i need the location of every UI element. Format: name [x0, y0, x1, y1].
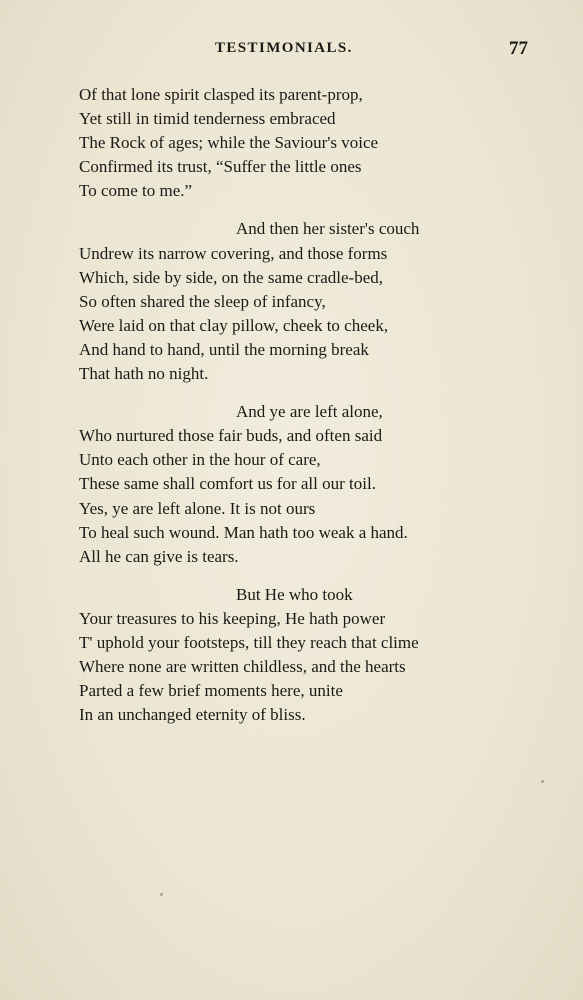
poem-line: Parted a few brief moments here, unite: [79, 681, 343, 701]
poem-line: All he can give is tears.: [79, 546, 239, 566]
poem-line: Which, side by side, on the same cradle-bed,: [79, 267, 384, 287]
paper-speck: [541, 780, 544, 783]
poem-line: And hand to hand, until the morning break: [79, 339, 369, 359]
poem-line: Of that lone spirit clasped its parent-prop,: [79, 85, 363, 104]
poem-line: Were laid on that clay pillow, cheek to cheek,: [79, 315, 389, 335]
poem-line: Unto each other in the hour of care,: [79, 450, 321, 470]
stanza: [79, 583, 549, 728]
poem-line: So often shared the sleep of infancy,: [79, 291, 326, 311]
page-number: 77: [509, 38, 528, 59]
poem-line: To come to me.”: [79, 181, 193, 201]
poem-line: Yes, ye are left alone. It is not ours: [79, 498, 316, 518]
running-head: TESTIMONIALS.: [215, 40, 353, 56]
stanza: [79, 217, 549, 386]
poem-line: The Rock of ages; while the Saviour's voice: [79, 133, 379, 153]
poem-line: These same shall comfort us for all our toil.: [79, 474, 376, 494]
poem-line: Confirmed its trust, “Suffer the little ones: [79, 157, 362, 177]
stanza: [79, 400, 549, 569]
poem-line: Your treasures to his keeping, He hath power: [79, 608, 386, 628]
poem-line: Undrew its narrow covering, and those forms: [79, 243, 388, 263]
poem-line: Yet still in timid tenderness embraced: [79, 109, 336, 129]
poem-line: In an unchanged eternity of bliss.: [79, 705, 306, 725]
poem-body: [79, 83, 549, 741]
poem-line: Who nurtured those fair buds, and often said: [79, 426, 383, 446]
poem-line: To heal such wound. Man hath too weak a hand.: [79, 522, 408, 542]
poem-line: That hath no night.: [79, 364, 209, 384]
poem-line: T' uphold your footsteps, till they reach that clime: [79, 632, 419, 652]
poem-line: Where none are written childless, and the hearts: [79, 657, 406, 677]
poem-line: But He who took: [236, 584, 353, 604]
paper-speck: [160, 893, 163, 896]
stanza: [79, 83, 549, 203]
poem-line: And then her sister's couch: [236, 219, 420, 239]
poem-line: And ye are left alone,: [236, 402, 383, 422]
